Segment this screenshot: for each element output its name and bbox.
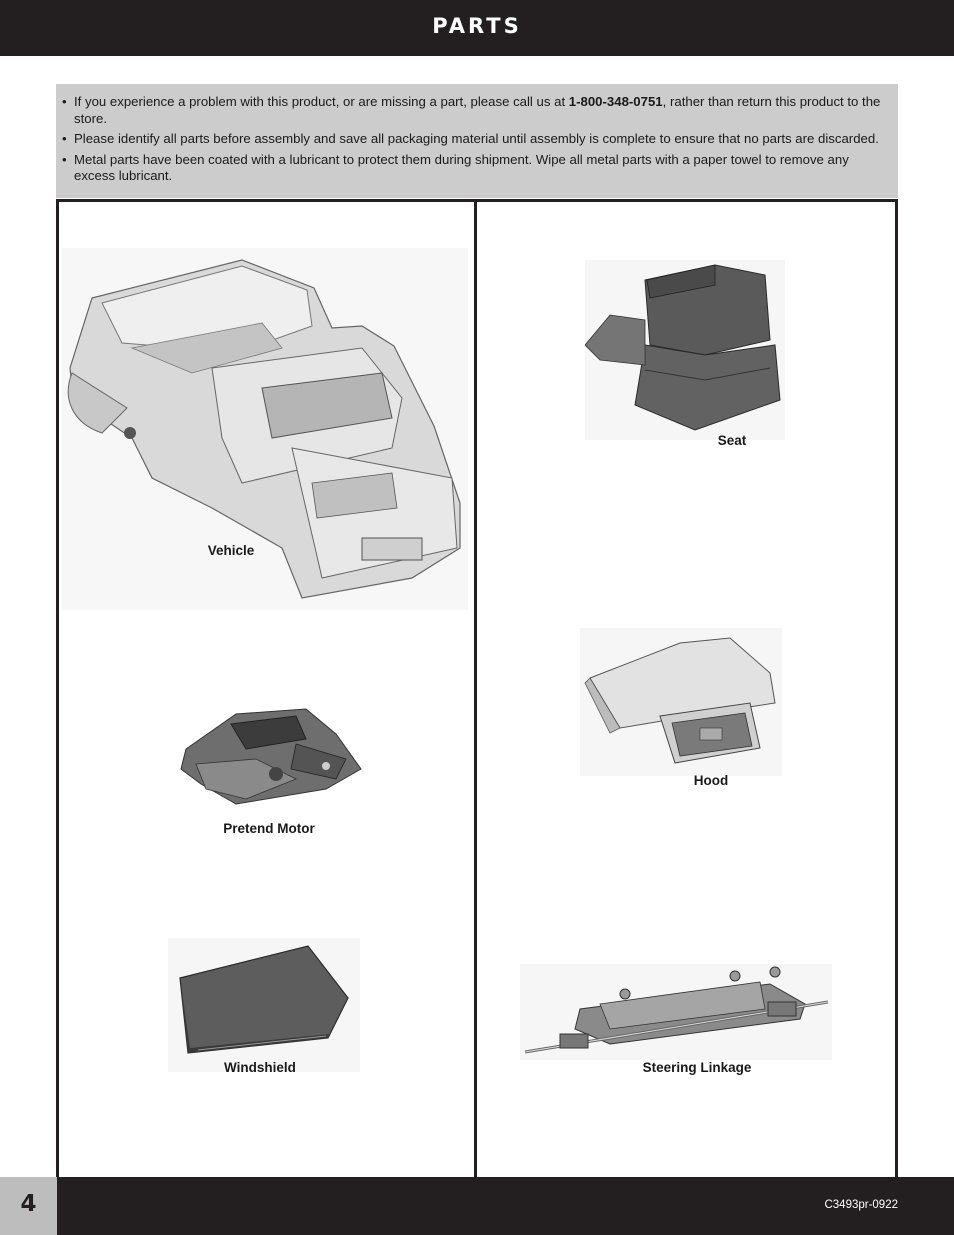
label-pretend-motor: Pretend Motor [223, 821, 315, 836]
page-number-box [0, 1177, 57, 1235]
note-text: Please identify all parts before assembly and save all packaging material until assembly is complete to ensure that no parts are discarded. [74, 131, 879, 146]
notes-list [56, 84, 898, 185]
label-windshield: Windshield [224, 1060, 296, 1075]
bullet: • [62, 94, 67, 109]
seat-illustration [585, 260, 785, 440]
windshield-illustration [168, 938, 360, 1072]
pretend-motor-illustration [176, 704, 362, 808]
bullet: • [62, 151, 67, 167]
vehicle-illustration [62, 248, 468, 610]
label-vehicle: Vehicle [207, 543, 255, 558]
label-steering-linkage: Steering Linkage [642, 1060, 752, 1075]
phone-number: 1-800-348-0751 [568, 94, 663, 109]
page-header [0, 0, 954, 56]
bullet: • [62, 131, 67, 146]
label-hood: Hood [693, 773, 729, 788]
note-item [62, 94, 886, 127]
note-item [62, 131, 886, 148]
hood-illustration [580, 628, 782, 776]
note-text: If you experience a problem with this product, or are missing a part, please call us at [74, 94, 569, 109]
note-item [62, 152, 886, 185]
steering-linkage-illustration [520, 964, 832, 1060]
page-footer [0, 1177, 954, 1235]
page-title: PARTS [432, 14, 522, 38]
note-text: Metal parts have been coated with a lubricant to protect them during shipment. Wipe all metal parts with a paper towel to remove any excess lubricant. [74, 151, 849, 183]
notes-box [56, 84, 898, 198]
note-text-end: , rather than return this product to the store. [74, 94, 881, 126]
label-seat: Seat [717, 433, 747, 448]
document-code: C3493pr-0922 [824, 1199, 898, 1211]
page-number: 4 [20, 1191, 37, 1217]
